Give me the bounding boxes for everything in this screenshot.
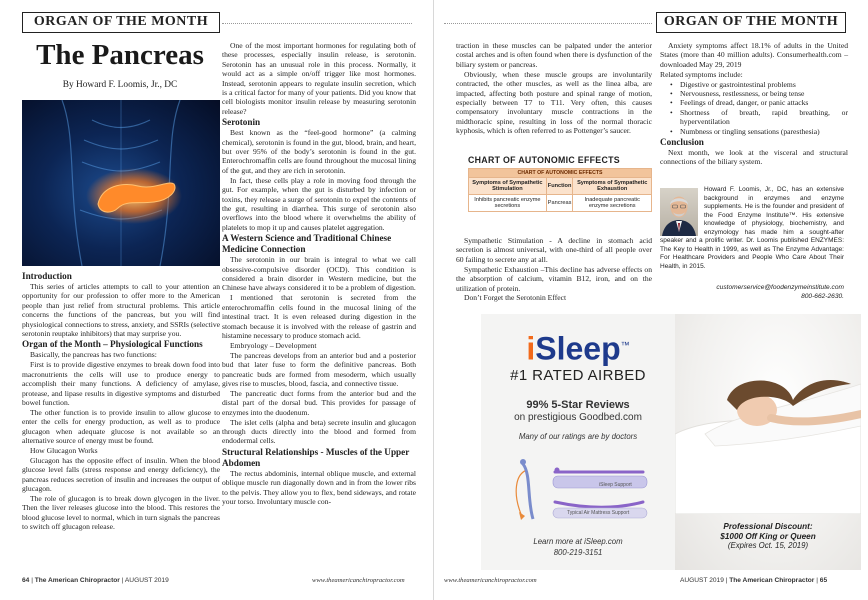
paragraph: Next month, we look at the visceral and structural connections of the biliary system. [660, 148, 848, 167]
footer-url-right[interactable]: www.theamericanchiropractor.com [444, 577, 537, 584]
photo-spacer [660, 186, 704, 236]
reviews-source: on prestigious Goodbed.com [514, 412, 642, 423]
list-item: • Shortness of breath, rapid breathing, or hyperventilation [670, 108, 848, 127]
serotonin-heading: Serotonin [222, 117, 261, 128]
pancreas-anatomy-icon [22, 100, 220, 266]
footer-left [22, 577, 169, 584]
paragraph: Obviously, when these muscle groups are involuntarily contracted, the other muscles, as well as the linea alba, are impacted, affecting both posture and spinal range of motion, especially between T7 to T11. Very often, this causes compensatory involuntary muscle contractions in the midthoracic spine, resulting in loss of the normal thoracic kyphosis, which is often referred to as Pottenger’s saucer. [456, 69, 652, 136]
subheading: How Glucagon Works [30, 446, 98, 455]
sleeping-woman-icon [675, 314, 861, 514]
paragraph: The pancreatic duct forms from the anterior bud and the distal part of the dorsal bud. This provides for passage of enzymes into the duodenum. [222, 388, 416, 417]
paragraph: The rectus abdominis, internal oblique muscle, and external oblique muscle run diagonally down and in from the lower ribs to the pelvis. They allow you to flex, bend sideways, and rotate your torso. Involuntary muscle con- [222, 468, 416, 507]
author-contact [660, 284, 844, 301]
paragraph: First is to provide digestive enzymes to break down food into macronutrients the cells will use to produce energy to accomplish their many functions. A deficiency of amylase, protease, and lipase results in digestive symptoms and disturbed bowel function. [22, 360, 220, 407]
ad-cta [481, 536, 675, 558]
paragraph: I mentioned that serotonin is secreted from the enterochromaffin cells found in the mucosal lining of the intestinal tract. It is even released during digestion in the stomach because it is involved with the release of gastrin and histamine necessary to produce stomach acid. [222, 293, 416, 340]
page-number: 64 [22, 577, 30, 584]
footer-separator: | [121, 577, 125, 584]
promo-title: Professional Discount: [723, 522, 813, 531]
table-header: Symptoms of Sympathetic Stimulation [469, 178, 547, 195]
paragraph: In fact, these cells play a role in moving food through the gut. For example, when the gut is disturbed by infection or toxins, they release a surge of serotonin to expel the contents of the gut, resulting in diarrhea. This surge of serotonin also overflows into the blood where it overwhelms the ability of platelets to mop it up and causes platelet aggregation. [222, 175, 416, 232]
physio-heading: Organ of the Month – Physiological Functions [22, 339, 203, 350]
right-column-1-bottom [456, 236, 652, 303]
author-phone: 800-662-2630. [801, 292, 844, 300]
issue-date: AUGUST 2019 [680, 577, 724, 584]
list-item: • Feelings of dread, danger, or panic attacks [670, 98, 848, 107]
learn-more-link[interactable]: Learn more at iSleep.com [533, 537, 623, 546]
ad-copy [481, 314, 675, 570]
typical-support-label: Typical Air Mattress Support [567, 510, 630, 516]
publication-name: The American Chiropractor [34, 577, 120, 584]
left-column-2 [222, 41, 416, 507]
isleep-support-label: iSleep Support [599, 482, 632, 488]
chart-title: CHART OF AUTONOMIC EFFECTS [468, 155, 620, 165]
issue-date: AUGUST 2019 [124, 577, 169, 584]
ad-headline: #1 RATED AIRBED [510, 367, 646, 384]
reviews-note: Many of our ratings are by doctors [518, 432, 638, 441]
right-page [434, 0, 868, 600]
paragraph: The other function is to provide insulin to allow glucose to enter the cells for energy production, as well as to produce glucagon when adequate glucose is not available so an alternative source of energy must be found. [22, 407, 220, 446]
footer-separator: | [725, 577, 730, 584]
ad-photo [675, 314, 861, 570]
section-label: ORGAN OF THE MONTH [656, 12, 846, 33]
autonomic-chart [468, 155, 652, 212]
structural-heading: Structural Relationships - Muscles of the Upper Abdomen [222, 446, 410, 468]
header-rule [222, 23, 412, 24]
reviews-headline: 99% 5-Star Reviews [526, 399, 630, 411]
article-title: The Pancreas [36, 39, 204, 71]
professional-discount [675, 522, 861, 551]
western-heading: A Western Science and Traditional Chinese Medicine Connection [222, 233, 392, 255]
footer-separator: | [816, 577, 820, 584]
paragraph: traction in these muscles can be palpated under the anterior costal arches and is often found when there is dysfunction of the biliary system or pancreas. [456, 41, 652, 69]
table-cell: Inhibits pancreatic enzyme secretions [469, 195, 547, 212]
paragraph: The pancreas develops from an anterior bud and a posterior bud that later fuse to form the definitive pancreas. Both pancreatic buds are formed from mesoderm, which usually gives rise to muscles, blood, fascia, and connective tissue. [222, 350, 416, 388]
mattress-comparison-icon [503, 454, 663, 534]
paragraph: Anxiety symptoms affect 18.1% of adults in the United States (more than 40 million adults). Consumerhealth.com – downloaded May 29, 2019 [660, 41, 848, 69]
paragraph: The islet cells (alpha and beta) secrete insulin and glucagon through ducts directly into the blood and formed from endodermal cells. [222, 417, 416, 446]
paragraph: Sympathetic Exhaustion –This decline has adverse effects on the absorption of calcium, vitamin B12, iron, and on the utilization of protein. [456, 264, 652, 293]
table-cell: Pancreas [546, 195, 573, 212]
isleep-logo [481, 328, 675, 366]
promo-expiry: (Expires Oct. 15, 2019) [727, 541, 809, 550]
intro-heading: Introduction [22, 271, 72, 281]
article-byline: By Howard F. Loomis, Jr., DC [62, 80, 178, 90]
right-column-2 [660, 41, 848, 167]
pancreas-illustration [22, 100, 220, 266]
ad-phone: 800-219-3151 [553, 548, 603, 557]
table-header: Symptoms of Sympathetic Exhaustion [573, 178, 652, 195]
author-bio [660, 186, 844, 271]
ad-reviews [481, 399, 675, 424]
subheading: Embryology – Development [230, 340, 317, 350]
paragraph: Basically, the pancreas has two functions: [30, 350, 157, 360]
logo-sleep: Sleep [535, 330, 621, 367]
publication-name: The American Chiropractor [729, 577, 815, 584]
table-header: Function [546, 178, 573, 195]
right-column-1-top [456, 41, 652, 136]
table-row [469, 195, 652, 212]
symptom-list [660, 80, 848, 136]
author-email[interactable]: customerservice@foodenzymeinstitute.com [716, 284, 844, 291]
list-item: • Numbness or tingling sensations (paresthesia) [670, 127, 848, 136]
promo-offer: $1000 Off King or Queen [720, 531, 816, 541]
page-number: 65 [819, 577, 828, 584]
footer-right [680, 577, 827, 584]
footer-url-left[interactable]: www.theamericanchiropractor.com [312, 577, 405, 584]
paragraph: The role of glucagon is to break down glycogen in the liver. Then the liver releases glucose into the blood. This restores the blood glucose level to normal, which in turn signals the pancreas to switch off glucagon release. [22, 494, 220, 532]
chart-bar-label: CHART OF AUTONOMIC EFFECTS [469, 169, 652, 178]
section-label: ORGAN OF THE MONTH [22, 12, 220, 33]
autonomic-table [468, 168, 652, 212]
header-rule [444, 23, 652, 24]
conclusion-heading: Conclusion [660, 137, 704, 148]
paragraph: This series of articles attempts to call to your attention an opportunity for our profession to offer more to the American people than just relief from structural problems. This article concerns the functions of the pancreas, but you will find physiological connections to stress, anxiety, and SSRIs (selective serotonin reuptake inhibitors) that may surprise you. [22, 282, 220, 339]
table-cell: Inadequate pancreatic enzyme secretions [573, 195, 652, 212]
list-item: • Nervousness, restlessness, or being tense [670, 89, 848, 98]
paragraph: The serotonin in our brain is integral to what we call obsessive-compulsive disorder (OCD). This condition is considered a brain disorder in Western medicine, but the Chinese have always considered it to be a problem of digestion. [222, 255, 416, 293]
bio-text: Howard F. Loomis, Jr., DC, has an extensive background in enzymes and enzyme supplements. He is the founder and president of the Food Enzyme Institute™. His extensive knowledge of physiology, biochemistry, and enzymology has made him a sought-after speaker and a prolific writer. Dr. Loomis published ENZYMES: The Key to Health in 1999, as well as The Enzyme Advantage: For Healthcare Providers and People Who Care About Their Health, in 2015. [660, 186, 844, 270]
trademark: ™ [620, 340, 630, 350]
list-item: • Digestive or gastrointestinal problems [670, 80, 848, 89]
paragraph: Related symptoms include: [660, 69, 743, 79]
subheading: Don’t Forget the Serotonin Effect [464, 293, 567, 303]
paragraph: Glucagon has the opposite effect of insulin. When the blood glucose level falls (stress response and energy deficiency), the pancreas reduces secretion of insulin and increases the output of glucagon. [22, 455, 220, 494]
isleep-advertisement[interactable] [481, 314, 861, 570]
paragraph: One of the most important hormones for regulating both of these processes, especially insulin release, is serotonin. Serotonin has an unusual role in this process. Normally, it would act as a simple on/off trigger like most hormones. Instead, serotonin appears to regulate insulin secretion, which is a critical factor for many of your patients. Did you know that cell biologists monitor insulin release by measuring serotonin release? [222, 41, 416, 116]
logo-i: i [526, 330, 536, 367]
paragraph: Sympathetic Stimulation - A decline in stomach acid secretion is almost universal, with one-third of all people over 60 failing to secrete any at all. [456, 236, 652, 264]
paragraph: Best known as the “feel-good hormone” (a calming chemical), serotonin is found in the gut, blood, brain, and heart, but over 95% of the body’s serotonin is found in the gut. Enterochromaffin cells are found throughout the mucosal lining of the gut, and they are rich in serotonin. [222, 128, 416, 175]
footer-separator: | [31, 577, 35, 584]
left-column-1 [22, 270, 220, 532]
